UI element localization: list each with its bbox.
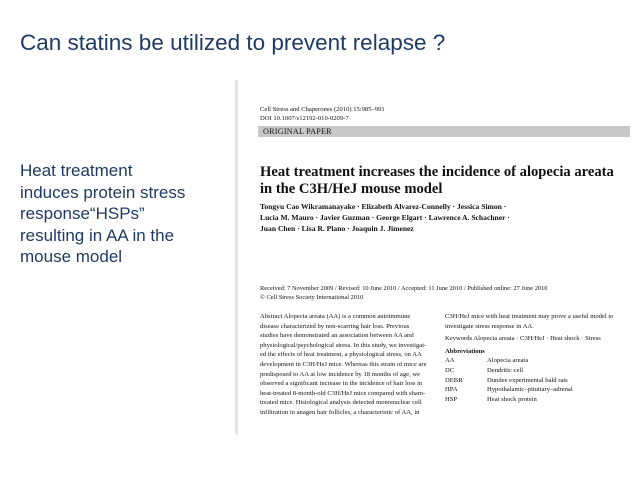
- body-line: response“HSPs”: [20, 204, 145, 223]
- journal-citation: [260, 105, 385, 123]
- abbreviation-row: [445, 376, 635, 386]
- journal-line: Cell Stress and Chaperones (2010) 15:985–991: [260, 106, 385, 113]
- paper-excerpt-image: [235, 80, 635, 435]
- abstract-line: infiltration in anagen hair follicles, a characteristic of AA, in: [260, 408, 420, 416]
- author-list: [260, 201, 510, 235]
- slide-title: Can statins be utilized to prevent relapse ?: [20, 30, 446, 55]
- author-line: Lucia M. Mauro · Javier Guzman · George Elgart · Lawrence A. Schachner ·: [260, 213, 510, 223]
- abstract-line: Abstract Alopecia areata (AA) is a common autoimmune: [260, 313, 411, 320]
- abbreviation-key: AA: [445, 357, 455, 365]
- publication-history: [260, 284, 547, 302]
- article-title: [260, 164, 614, 197]
- abbreviation-key: DEBR: [445, 376, 463, 384]
- abbreviation-row: [445, 356, 635, 366]
- abstract-line: treated mice. Histological analysis detected mononuclear cell: [260, 399, 422, 407]
- abbreviation-meaning: Dundee experimental bald rats: [487, 376, 568, 384]
- abbreviations-heading: Abbreviations: [445, 347, 485, 355]
- abbreviation-meaning: Hypothalamic–pituitary–adrenal: [487, 386, 573, 394]
- copyright-line: © Cell Stress Society International 2010: [260, 294, 364, 301]
- abbreviation-key: DC: [445, 366, 455, 374]
- keywords-line: Keywords Alopecia areata · C3H/HeJ · Heat shock · Stress: [445, 335, 601, 343]
- body-line: Heat treatment: [20, 161, 133, 180]
- journal-line: DOI 10.1007/s12192-010-0209-7: [260, 115, 349, 122]
- slide-body-text: [20, 160, 235, 268]
- abbreviation-row: [445, 366, 635, 376]
- body-line: mouse model: [20, 247, 123, 266]
- history-line: Received: 7 November 2009 / Revised: 10 June 2010 / Accepted: 11 June 2010 / Published online: 27 June 2010: [260, 285, 548, 292]
- author-line: Tongyu Cao Wikramanayake · Elizabeth Alvarez-Connelly · Jessica Simon ·: [260, 202, 507, 211]
- scan-edge: [235, 80, 238, 435]
- author-line: Juan Chen · Lisa R. Plano · Joaquin J. Jimenez: [260, 224, 414, 234]
- abbreviation-meaning: Alopecia areata: [487, 357, 529, 365]
- abbreviation-key: HPA: [445, 386, 458, 394]
- body-line: induces protein stress: [20, 182, 186, 202]
- abbreviation-meaning: Heat shock protein: [487, 395, 537, 403]
- abstract-line: disease characterized by non-scarring hair loss. Previous: [260, 322, 410, 330]
- right-intro-line: C3H/HeJ mice with heat treatment may prove a useful model to: [445, 313, 614, 320]
- abstract-line: heat-treated 8-month-old C3H/HeJ mice compared with sham-: [260, 389, 426, 397]
- abstract-line: studies have demonstrated an association between AA and: [260, 332, 414, 340]
- abstract-line: observed a significant increase in the incidence of hair loss in: [260, 380, 423, 388]
- abstract-column: [260, 312, 465, 418]
- abstract-line: ed the effects of heat treatment, a physiological stress, on AA: [260, 351, 422, 359]
- abbreviation-row: [445, 385, 635, 395]
- right-intro-line: investigate stress response in AA.: [445, 322, 534, 330]
- abbreviation-meaning: Dendritic cell: [487, 366, 524, 374]
- article-title-line: Heat treatment increases the incidence of alopecia areata: [260, 164, 614, 180]
- abstract-line: development in C3H/HeJ mice. Whereas this strain of mice are: [260, 360, 427, 368]
- section-label-bar: ORIGINAL PAPER: [258, 126, 630, 137]
- abbreviation-row: [445, 395, 635, 405]
- abbreviation-key: HSP: [445, 395, 458, 403]
- abstract-line: physiological/psychological stress. In this study, we investigat-: [260, 341, 427, 349]
- right-column: [445, 312, 635, 404]
- abstract-line: predisposed to AA at low incidence by 18 months of age, we: [260, 370, 421, 378]
- body-line: resulting in AA in the: [20, 225, 175, 245]
- article-title-line: in the C3H/HeJ mouse model: [260, 180, 443, 197]
